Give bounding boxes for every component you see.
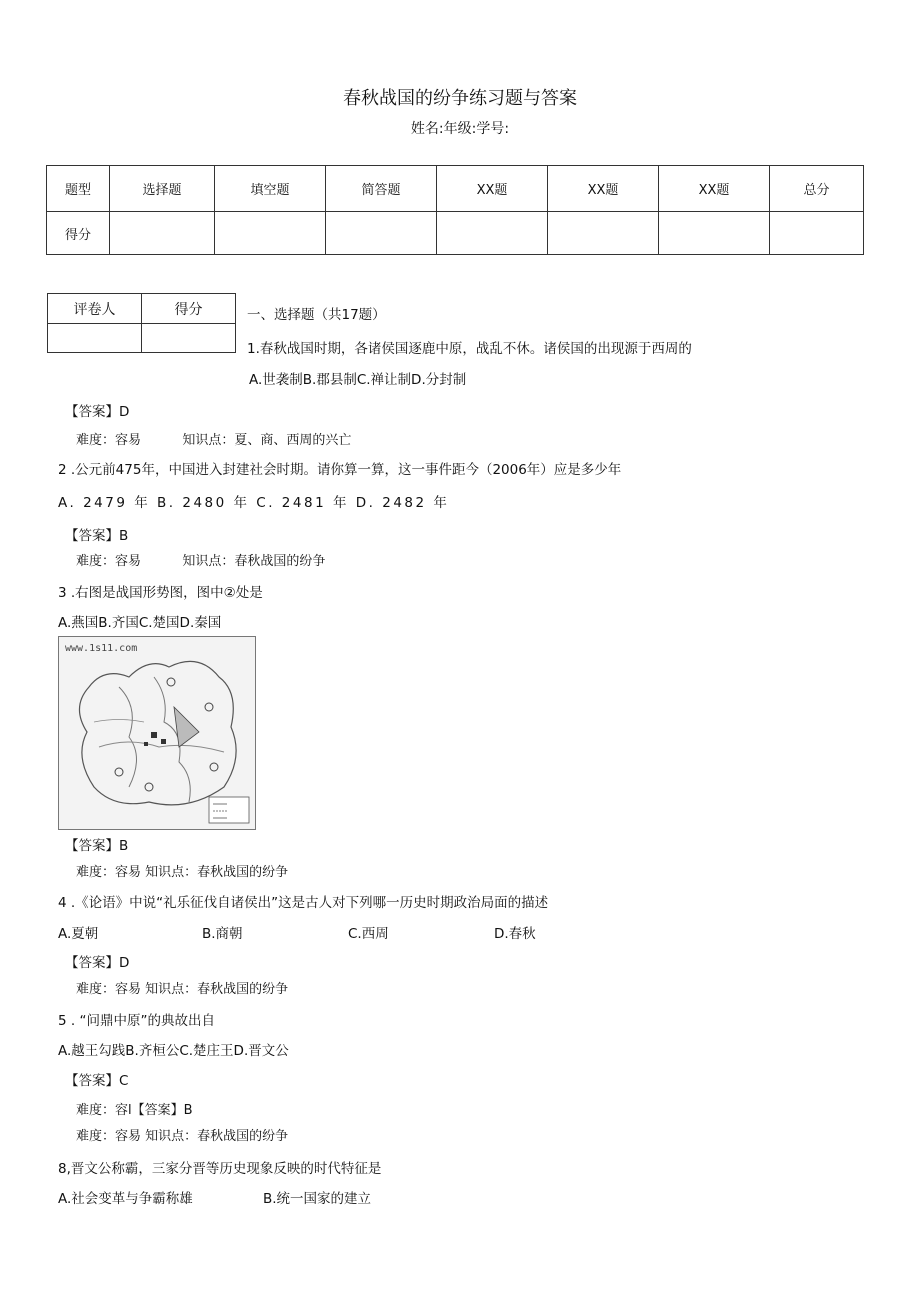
grader-header-row — [48, 294, 236, 324]
section-heading: 一、选择题（共17题） — [247, 307, 386, 323]
score-header-cell: 填空题 — [215, 166, 326, 212]
question-5-text: 5 . “问鼎中原”的典故出自 — [58, 1013, 215, 1029]
score-header-cell: 总分 — [770, 166, 864, 212]
score-cell — [770, 212, 864, 255]
grader-score-label: 得分 — [142, 294, 236, 324]
question-8-option-a: A.社会变革与争霸称雄 — [58, 1191, 193, 1207]
question-3-meta: 难度：容易 知识点：春秋战国的纷争 — [76, 865, 289, 880]
question-1-text: 1.春秋战国时期，各诸侯国逐鹿中原，战乱不休。诸侯国的出现源于西周的 — [247, 341, 692, 357]
question-5-meta-broken: 难度：容l【答案】B — [76, 1103, 193, 1118]
question-1-answer: 【答案】D — [65, 404, 130, 420]
score-header-cell: 选择题 — [110, 166, 215, 212]
question-4-option-b: B.商朝 — [202, 926, 243, 942]
score-cell — [659, 212, 770, 255]
score-table-score-row — [47, 212, 864, 255]
question-8-option-b: B.统一国家的建立 — [263, 1191, 372, 1207]
score-header-cell: XX题 — [437, 166, 548, 212]
question-5-options: A.越王勾践B.齐桓公C.楚庄王D.晋文公 — [58, 1043, 289, 1059]
grader-label: 评卷人 — [48, 294, 142, 324]
question-3-text: 3 .右图是战国形势图，图中②处是 — [58, 585, 263, 601]
question-1-options: A.世袭制B.郡县制C.禅让制D.分封制 — [249, 372, 467, 388]
score-row-label: 得分 — [47, 212, 110, 255]
question-4-option-a: A.夏朝 — [58, 926, 99, 942]
score-cell — [326, 212, 437, 255]
question-3-answer: 【答案】B — [65, 838, 129, 854]
question-2-options: A. 2479 年 B. 2480 年 C. 2481 年 D. 2482 年 — [58, 495, 450, 511]
warring-states-map-image — [58, 636, 256, 830]
score-cell — [548, 212, 659, 255]
student-info-line: 姓名:年级:学号: — [410, 121, 510, 137]
question-8-text: 8,晋文公称霸，三家分晋等历史现象反映的时代特征是 — [58, 1161, 382, 1177]
score-cell — [437, 212, 548, 255]
grader-blank-row — [48, 324, 236, 353]
page-title: 春秋战国的纷争练习题与答案 — [343, 88, 577, 109]
question-4-answer: 【答案】D — [65, 955, 130, 971]
question-4-text: 4 .《论语》中说“礼乐征伐自诸侯出”这是古人对下列哪一历史时期政治局面的描述 — [58, 895, 549, 911]
question-4-meta: 难度：容易 知识点：春秋战国的纷争 — [76, 982, 289, 997]
grader-table — [47, 293, 236, 353]
question-2-text: 2 .公元前475年，中国进入封建社会时期。请你算一算，这一事件距今（2006年）应是多少年 — [58, 462, 622, 478]
score-header-cell: 题型 — [47, 166, 110, 212]
map-watermark: www.1s11.com — [65, 643, 138, 654]
score-header-cell: XX题 — [548, 166, 659, 212]
score-table-header-row — [47, 166, 864, 212]
question-3-options: A.燕国B.齐国C.楚国D.秦国 — [58, 615, 222, 631]
question-2-answer: 【答案】B — [65, 528, 129, 544]
map-drawing — [59, 637, 255, 829]
score-cell — [215, 212, 326, 255]
question-4-option-d: D.春秋 — [494, 926, 536, 942]
grader-cell — [48, 324, 142, 353]
score-header-cell: XX题 — [659, 166, 770, 212]
question-2-meta: 难度：容易 知识点：春秋战国的纷争 — [76, 554, 326, 569]
question-4-option-c: C.西周 — [348, 926, 389, 942]
score-table — [46, 165, 864, 255]
score-cell — [110, 212, 215, 255]
question-5-meta: 难度：容易 知识点：春秋战国的纷争 — [76, 1129, 289, 1144]
grader-cell — [142, 324, 236, 353]
question-1-meta: 难度：容易 知识点：夏、商、西周的兴亡 — [76, 433, 352, 448]
question-5-answer: 【答案】C — [65, 1073, 129, 1089]
score-header-cell: 简答题 — [326, 166, 437, 212]
